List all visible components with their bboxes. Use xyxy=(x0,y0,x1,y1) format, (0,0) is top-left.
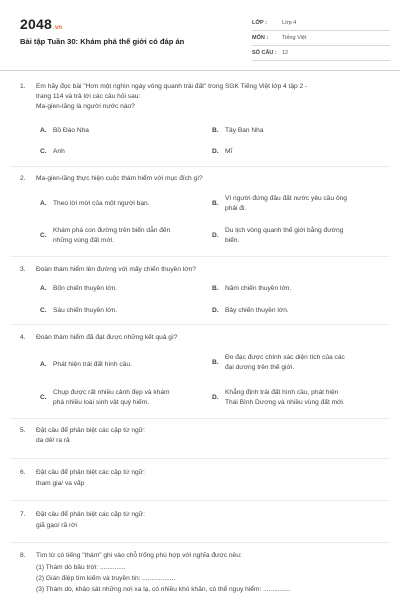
option-letter: A. xyxy=(40,127,47,134)
option-text: Mĩ xyxy=(225,148,233,155)
option-line: phá nhiều loài sinh vật quý hiếm. xyxy=(53,398,150,406)
option-text xyxy=(225,353,345,372)
word-pair: giã gạo/ rã rời xyxy=(36,522,77,529)
option-line: biển. xyxy=(225,236,240,244)
meta-value: Lớp 4 xyxy=(282,20,297,26)
option-line: Thái Bình Dương và nhiều vùng đất mới. xyxy=(225,398,345,406)
header-divider xyxy=(0,70,400,71)
option-line: phải đi. xyxy=(225,204,247,212)
option-line: Đo đạc được chính xác diện tích của các xyxy=(225,354,345,361)
question-separator xyxy=(10,458,390,459)
worksheet-header xyxy=(10,12,390,68)
option-text: Bồ Đào Nha xyxy=(53,127,89,134)
option-letter: B. xyxy=(212,285,219,292)
option-text xyxy=(225,226,343,245)
option-text: Theo lời mời của một người bạn. xyxy=(53,200,150,207)
option-line: Vì người đứng đầu đất nước yêu cầu ông xyxy=(225,195,347,202)
site-logo[interactable] xyxy=(20,16,62,32)
question-number: 1. xyxy=(20,83,26,90)
question-text xyxy=(36,174,386,184)
question-line: Đặt câu để phân biệt các cặp từ ngữ: xyxy=(36,511,145,518)
question-line: Đặt câu để phân biệt các cặp từ ngữ: xyxy=(36,427,145,434)
option-letter: D. xyxy=(212,232,219,239)
meta-label: LỚP : xyxy=(252,20,267,26)
question-line: Đoàn thám hiểm lên đường với mấy chiến thuyền lớn? xyxy=(36,266,196,273)
option-text xyxy=(225,388,345,407)
option-line: những vùng đất mới. xyxy=(53,236,115,244)
question-line: Tìm từ có tiếng "thám" ghi vào chỗ trống phù hợp với nghĩa được nêu: xyxy=(36,552,242,559)
question-separator xyxy=(10,256,390,257)
option-text xyxy=(53,226,170,245)
option-line: Khẳng định trái đất hình cầu, phát hiện xyxy=(225,389,339,396)
option-letter: A. xyxy=(40,285,47,292)
fill-item[interactable]: (1) Thám dò bầu trời: .............. xyxy=(36,564,126,571)
option-letter: B. xyxy=(212,127,219,134)
question-line: Ma-gien-lăng là người nước nào? xyxy=(36,103,135,110)
question-number: 6. xyxy=(20,469,26,476)
option-text: Năm chiến thuyền lớn. xyxy=(225,285,292,292)
question-separator xyxy=(10,418,390,419)
meta-row-class xyxy=(252,16,390,31)
fill-item[interactable]: (3) Thám dò, khảo sát những nơi xa lạ, có nhiều khó khăn, có thể nguy hiểm: ............... xyxy=(36,586,291,593)
fill-item[interactable]: (2) Gián điệp tìm kiếm và truyền tin: .................. xyxy=(36,575,176,582)
option-text: Phát hiện trái đất hình cầu. xyxy=(53,361,132,368)
option-line: Chụp được rất nhiều cảnh đẹp và khám xyxy=(53,389,170,396)
meta-row-subject xyxy=(252,31,390,46)
option-letter: D. xyxy=(212,148,219,155)
option-letter: C. xyxy=(40,148,47,155)
option-letter: C. xyxy=(40,307,47,314)
option-letter: B. xyxy=(212,359,219,366)
option-letter: C. xyxy=(40,394,47,401)
word-pair: tham gia/ va vấp xyxy=(36,480,85,487)
question-number: 2. xyxy=(20,175,26,182)
question-separator xyxy=(10,542,390,543)
option-text: Sáu chiến thuyền lớn. xyxy=(53,307,118,314)
meta-table xyxy=(252,16,390,61)
question-text xyxy=(36,426,386,436)
option-text xyxy=(225,194,347,213)
option-letter: A. xyxy=(40,361,47,368)
option-line: Khám phá con đường trên biển dẫn đến xyxy=(53,227,171,234)
question-separator xyxy=(10,324,390,325)
option-line: Du lịch vòng quanh thế giới bằng đường xyxy=(225,227,344,234)
meta-label: SỐ CÂU : xyxy=(252,50,277,56)
option-text: Tây Ban Nha xyxy=(225,127,264,134)
question-text xyxy=(36,333,386,343)
logo-text: 2048 xyxy=(20,16,52,32)
question-line: Đoàn thám hiểm đã đạt được những kết quả gì? xyxy=(36,334,178,341)
option-line: đại dương trên thế giới. xyxy=(225,363,295,371)
question-number: 4. xyxy=(20,334,26,341)
worksheet-title: Bài tập Tuần 30: Khám phá thế giới có đáp án xyxy=(20,37,185,46)
question-text xyxy=(36,265,386,275)
meta-value: Tiếng Việt xyxy=(282,35,307,41)
option-letter: D. xyxy=(212,307,219,314)
option-letter: A. xyxy=(40,200,47,207)
question-number: 5. xyxy=(20,427,26,434)
question-number: 8. xyxy=(20,552,26,559)
meta-row-count xyxy=(252,46,390,61)
question-number: 3. xyxy=(20,266,26,273)
option-letter: B. xyxy=(212,200,219,207)
option-text: Bảy chiến thuyền lớn. xyxy=(225,307,289,314)
question-separator xyxy=(10,500,390,501)
option-letter: C. xyxy=(40,232,47,239)
question-line: Em hãy đọc bài "Hơn một nghìn ngày vòng quanh trái đất" trong SGK Tiếng Việt lớp 4 tập 2 - xyxy=(36,83,308,90)
word-pair: da dẻ/ ra rả xyxy=(36,437,70,444)
option-text: Anh xyxy=(53,148,65,155)
question-text xyxy=(36,82,386,112)
question-separator xyxy=(10,166,390,167)
option-text: Bốn chiến thuyền lớn. xyxy=(53,285,118,292)
question-number: 7. xyxy=(20,511,26,518)
meta-label: MÔN : xyxy=(252,35,269,41)
question-line: trang 114 và trả lời các câu hỏi sau: xyxy=(36,93,141,100)
logo-suffix: .vn xyxy=(52,25,63,31)
question-text xyxy=(36,468,386,478)
question-line: Đặt câu để phân biệt các cặp từ ngữ: xyxy=(36,469,145,476)
meta-value: 12 xyxy=(282,50,289,56)
option-text xyxy=(53,388,170,407)
question-line: Ma-gien-lăng thực hiện cuộc thám hiểm với mục đích gì? xyxy=(36,175,203,182)
question-text xyxy=(36,551,386,561)
question-text xyxy=(36,510,386,520)
option-letter: D. xyxy=(212,394,219,401)
